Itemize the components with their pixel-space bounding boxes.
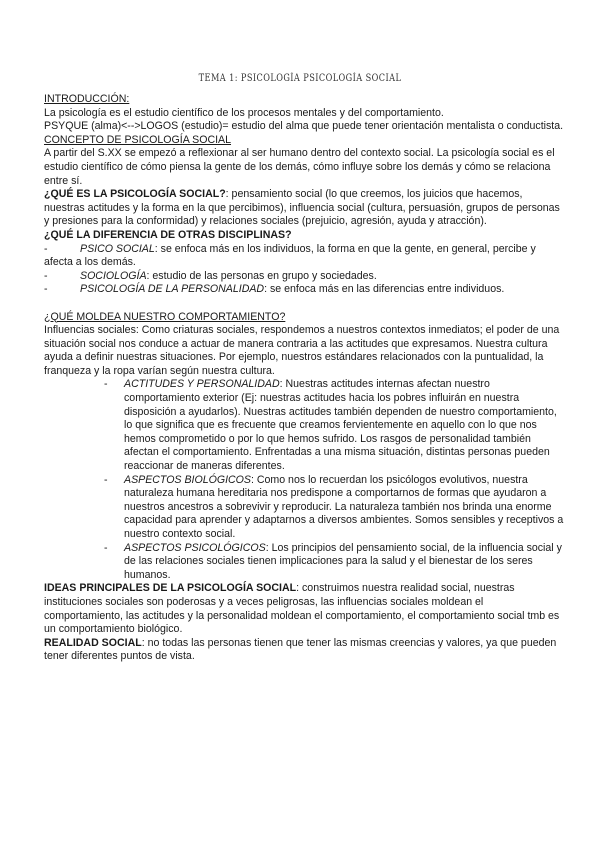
intro-line-1: La psicología es el estudio científico de los procesos mentales y del comportamiento. <box>44 106 444 119</box>
what-is-text: : pensamiento social (lo que creemos, los juicios que hacemos, nuestras actitudes y la forma en la que percibimos), influencia social (cultura, persuasión, grupos de personas y presiones para la conformidad) y relaciones sociales (prejuicio, agresión, ayuda y atracción). <box>44 188 560 228</box>
what-is-paragraph <box>44 188 564 229</box>
social-reality-text: : no todas las personas tienen que tener las mismas creencias y valores, ya que pueden tener diferentes puntos de vista. <box>44 636 557 663</box>
what-is-term: ¿QUÉ ES LA PSICOLOGÍA SOCIAL? <box>44 188 226 201</box>
difference-item-term: PSICO SOCIAL <box>80 242 155 255</box>
molds-item-text: : Nuestras actitudes internas afectan nuestro comportamiento exterior (Ej: nuestras actitudes hacia los pobres influirán en nuestra disposición a ayudarlos). Nuestras actitudes también dependen de nuestro comportamiento, lo que significa que es frecuente que creamos fervientemente en aquello con lo que nos hemos comprometido o por lo que hemos sufrido. Los rasgos de personalidad también afectan el comportamiento. Enfrentadas a una misma situación, distintas personas pueden reaccionar de maneras diferentes. <box>124 378 557 473</box>
difference-item-text: : se enfoca más en los individuos, la forma en que la gente, en general, percibe y afecta a los demás. <box>44 242 536 269</box>
bullet-dash: - <box>44 269 48 282</box>
bullet-dash: - <box>44 242 48 255</box>
molds-item-text: : Los principios del pensamiento social, de la influencia social y de las relaciones sociales tienen implicaciones para la salud y el bienestar de los seres humanos. <box>124 541 562 581</box>
molds-item <box>96 378 564 473</box>
molds-item-term: ASPECTOS PSICOLÓGICOS <box>124 541 266 554</box>
concept-text: A partir del S.XX se empezó a reflexionar al ser humano dentro del contexto social. La psicología social es el estudio científico de cómo piensa la gente de los demás, cómo influye sobre los demás y cómo se relaciona entre sí. <box>44 147 555 187</box>
difference-item-term: SOCIOLOGÍA <box>80 269 147 282</box>
document-body <box>44 93 564 664</box>
difference-item <box>44 243 564 270</box>
difference-item-text: : estudio de las personas en grupo y sociedades. <box>146 269 377 282</box>
social-reality-term: REALIDAD SOCIAL <box>44 636 142 649</box>
molds-item-text: : Como nos lo recuerdan los psicólogos evolutivos, nuestra naturaleza humana hereditaria nos predispone a comportarnos de formas que ayudaron a nuestros ancestros a sobrevivir y reproducir. La naturaleza también nos brinda una enorme capacidad para aprender y adaptarnos a diversos ambientes. Somos sensibles y receptivos a nuestro contexto social. <box>124 473 564 540</box>
molds-text: Influencias sociales: Como criaturas sociales, respondemos a nuestros contextos inmediatos; el poder de una situación social nos conduce a actuar de manera contraria a las actitudes que expresamos. Nuestra cultura ayuda a definir nuestras situaciones. Por ejemplo, nuestros estándares relacionados con la puntualidad, la franqueza y la ropa varían según nuestra cultura. <box>44 324 560 377</box>
intro-heading: INTRODUCCIÓN: <box>44 93 130 105</box>
bullet-dash: - <box>104 541 108 554</box>
bullet-dash: - <box>104 473 108 486</box>
molds-item-term: ASPECTOS BIOLÓGICOS <box>124 473 251 486</box>
main-ideas-term: IDEAS PRINCIPALES DE LA PSICOLOGÍA SOCIAL <box>44 582 297 595</box>
molds-list <box>96 378 564 582</box>
difference-item <box>44 270 564 284</box>
bullet-dash: - <box>104 378 108 391</box>
molds-heading: ¿QUÉ MOLDEA NUESTRO COMPORTAMIENTO? <box>44 310 286 323</box>
difference-item-text: : se enfoca más en las diferencias entre individuos. <box>264 283 505 296</box>
bullet-dash: - <box>44 283 48 296</box>
document-title: TEMA 1: PSICOLOGÍA PSICOLOGÍA SOCIAL <box>198 73 402 84</box>
molds-item <box>96 474 564 542</box>
social-reality-paragraph <box>44 637 564 664</box>
molds-item-term: ACTITUDES Y PERSONALIDAD <box>124 378 280 391</box>
main-ideas-paragraph <box>44 582 564 636</box>
difference-item-term: PSICOLOGÍA DE LA PERSONALIDAD <box>80 283 265 296</box>
molds-item <box>96 542 564 583</box>
section-spacer <box>44 297 564 311</box>
intro-line-2: PSYQUE (alma)<-->LOGOS (estudio)= estudio del alma que puede tener orientación mentalista o conductista. <box>44 120 564 133</box>
main-ideas-text: : construimos nuestra realidad social, nuestras instituciones sociales son poderosas y a veces peligrosas, las influencias sociales moldean el comportamiento, las actitudes y la personalidad moldean el comportamiento, el comportamiento social tmb es un comportamiento biológico. <box>44 582 560 636</box>
difference-item <box>44 283 564 297</box>
concept-heading: CONCEPTO DE PSICOLOGÍA SOCIAL <box>44 133 232 146</box>
difference-heading: ¿QUÉ LA DIFERENCIA DE OTRAS DISCIPLINAS? <box>44 228 292 241</box>
